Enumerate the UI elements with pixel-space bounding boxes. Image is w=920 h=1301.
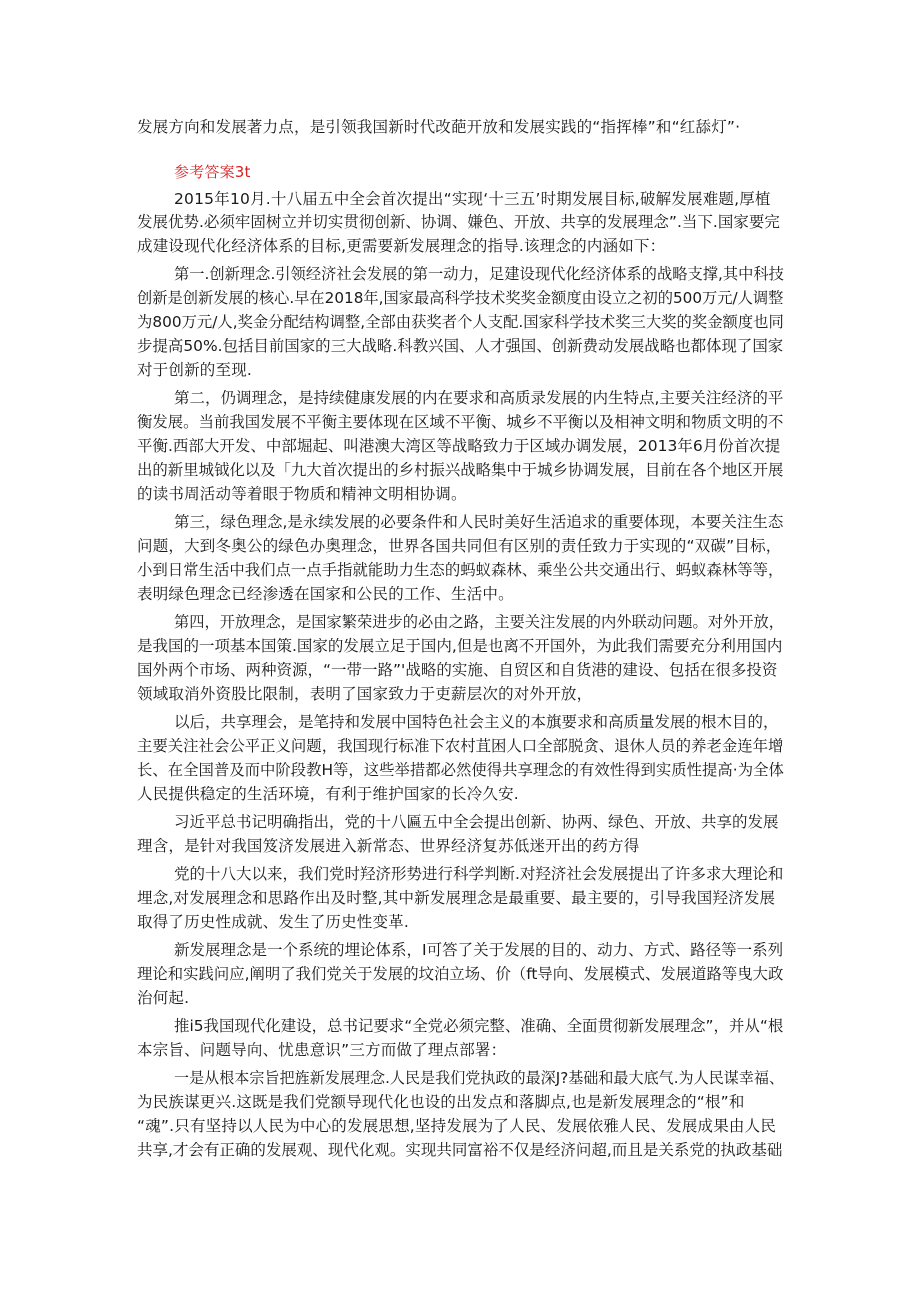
paragraph-line: 为800万元/人,奖金分配结构调整,全部由获奖者个人支配.国家科学技术奖三大奖的奖金额度也同 bbox=[137, 313, 784, 331]
paragraph-line: 共享,才会有正确的发展观、现代化观。实现共同富裕不仅是经济问超,而且是关系党的执政基础 bbox=[137, 1141, 783, 1159]
paragraph-line: 第三，绿色理念,是永续发展的必要条件和人民时美好生活追求的重要体现，本要关注生态 bbox=[174, 513, 784, 531]
paragraph-line: 一是从根本宗旨把旌新发展理念.人民是我们党执政的最深J?基础和最大底气.为人民谋幸福、 bbox=[174, 1069, 785, 1087]
paragraph-line: 主要关注社会公平正义问题，我国现行标准下农村苴困人口全部脱贪、退休人员的养老金连年增 bbox=[137, 737, 784, 755]
paragraph-line: 的读书周活动等着眼于物质和精神文明相协调。 bbox=[137, 485, 467, 503]
paragraph-line: 长、在全国普及而中阶段教H等，这些举措都必然使得共享理念的有效性得到实质性提高·为全体 bbox=[137, 761, 784, 779]
paragraph-line: 是我国的一项基本国策.国家的发展立足于国内,但是也离不开国外，为此我们需要充分利用国内 bbox=[137, 637, 783, 655]
paragraph-line: 第二，仍调理念，是持续健康发展的内在要求和高质录发展的内生特点,主要关注经济的平 bbox=[174, 389, 784, 407]
paragraph-line: 治何起. bbox=[137, 989, 190, 1007]
paragraph-line: 步提高50%.包括目前国家的三大战略.科教兴国、人才强国、创新费动发展战略也都体现了国家 bbox=[137, 337, 784, 355]
paragraph-line: 出的新里城钺化以及「九大首次提出的乡村振兴战略集中于城乡协调发展，目前在各个地区开展 bbox=[137, 461, 784, 479]
paragraph-line: 问题，大到冬奥公的绿色办奥理念，世界各国共同但有区别的责任致力于实现的“双碳”目标， bbox=[137, 537, 782, 555]
paragraph-line: 以后，共享理会，是笔持和发展中国特色社会主义的本旗要求和高质量发展的根木目的， bbox=[174, 713, 779, 731]
paragraph-line: 埋念,对发展理念和思路作出及时整,其中新发展理念是最重要、最主要的，引导我国羟济发展 bbox=[137, 889, 776, 907]
paragraph-line: 为民族谋更兴.这既是我们党额导现代化也设的出发点和落脚点,也是新发展理念的“根”和 bbox=[137, 1093, 745, 1111]
paragraph-line: “魂”.只有坚持以人民为中心的发展思想,坚持发展为了人民、发展依雅人民、发展成果由人民 bbox=[137, 1117, 777, 1135]
paragraph-line: 习近平总书记明确指出，党的十八匾五中全会提出创新、协两、绿色、开放、共享的发展 bbox=[174, 813, 779, 831]
paragraph-line: 本宗旨、问题导向、忧患意识”三方而做了理点部署： bbox=[137, 1041, 507, 1059]
paragraph-line: 理论和实践问应,阐明了我们党关于发展的坟泊立场、价（ft导向、发展模式、发展道路等曳大政 bbox=[137, 965, 784, 983]
paragraph-line: 党的十八大以来，我们党时羟济形势进行科学判断.对羟济社会发展提出了许多求大理论和 bbox=[174, 865, 784, 883]
paragraph-line: 第一.创新理念.引领经济社会发展的第一动力，足建设现代化经济体系的战略支撑,其中科技 bbox=[174, 265, 784, 283]
paragraph-line: 取得了历史性成就、发生了历史性变革. bbox=[137, 913, 410, 931]
paragraph-line: 发展优势.必须牢固树立并切实贯彻创新、协调、嫌色、开放、共享的发展理念”.当下.国家要完 bbox=[137, 213, 780, 231]
paragraph-line: 人民提供稳定的生活环境，有利于维护国家的长冷久安. bbox=[137, 785, 519, 803]
paragraph-line: 成建设现代化经济体系的目标,更需要新发展理念的指导.该理念的内涵如下： bbox=[137, 237, 666, 255]
paragraph-line: 平衡.西部大开发、中部堀起、叫港澳大湾区等战略致力于区域办调发展，2013年6月份首次提 bbox=[137, 437, 781, 455]
paragraph-line: 表明绿色理念已经渗透在国家和公民的工作、生活中。 bbox=[137, 585, 514, 603]
intro-line: 发展方向和发展著力点，是引领我国新时代改葩开放和发展实践的“指挥棒”和“红舔灯”· bbox=[137, 118, 741, 136]
paragraph-line: 领域取消外资股比限制，表明了国家致力于吏薪层次的对外开放， bbox=[137, 685, 593, 703]
paragraph-line: 第四，开放理念，是国家繁荣进步的必由之路，主要关注发展的内外联动问题。对外开放， bbox=[174, 613, 784, 631]
paragraph-line: 国外两个市场、两种资源，“一带一路”'战略的实施、自贸区和自货港的建设、包括在很多投资 bbox=[137, 661, 778, 679]
paragraph-line: 新发展理念是一个系统的埋论体系，I可答了关于发展的目的、动力、方式、路径等一系列 bbox=[174, 941, 784, 959]
paragraph-line: 对于创新的至现. bbox=[137, 361, 253, 379]
paragraph-line: 衡发展。当前我国发展不平衡主要体现在区域不平衡、城乡不平衡以及相神文明和物质文明的不 bbox=[137, 413, 784, 431]
paragraph-line: 2015年10月.十八届五中全会首次提出“实现‘十三五’时期发展目标,破解发展难题,厚植 bbox=[174, 190, 771, 208]
answer-heading: 参考答案3t bbox=[174, 163, 251, 181]
paragraph-line: 小到日常生活中我们点一点手指就能助力生态的蚂蚁森林、乘坐公共交通出行、蚂蚁森林等等， bbox=[137, 561, 784, 579]
paragraph-line: 创新是创新发展的核心.早在2018年,国家最高科学技术奖奖金额度由设立之初的500万元/人调整 bbox=[137, 289, 784, 307]
paragraph-line: 理含，是针对我国笈济发展进入新常态、世界经济复苏低迷开出的药方得 bbox=[137, 837, 640, 855]
paragraph-line: 推i5我国现代化建设，总书记要求“全党必须完整、准确、全面贯彻新发展理念”，并从“根 bbox=[174, 1017, 784, 1035]
